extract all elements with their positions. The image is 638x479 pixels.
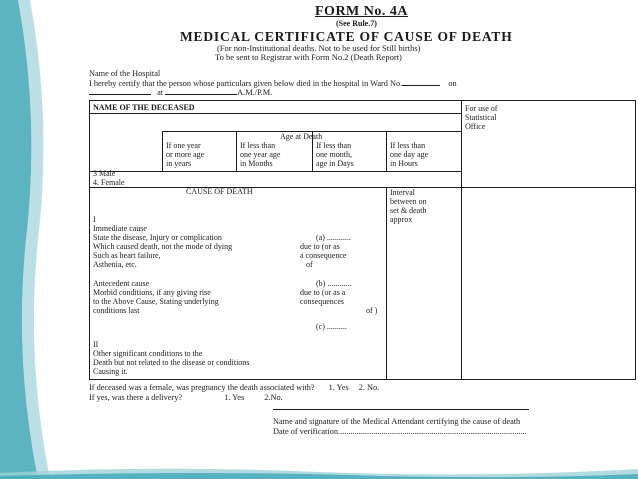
female-no-option: 2. No. (358, 383, 380, 392)
cause-b-l4: of ) (366, 306, 378, 315)
delivery-yes-option: 1. Yes (224, 393, 245, 402)
certify-line (89, 79, 457, 88)
s1-line-1: Immediate cause (93, 224, 147, 233)
age-days-l1: If less than (316, 141, 352, 150)
antecedent-line-1: Antecedent cause (93, 279, 150, 288)
age-at-death-label: Age at Death (280, 132, 323, 141)
cause-b-l2: due to (or as a (300, 288, 346, 297)
stat-office-line-2: Statistical (465, 113, 497, 122)
s1-line-2: State the disease, Injury or complication (93, 233, 222, 242)
s1-line-5: Asthenia, etc. (93, 260, 137, 269)
cause-a-l3: a consequence (300, 251, 347, 260)
s2-line-2: Death but not related to the disease or conditions (93, 358, 250, 367)
signature-label: Name and signature of the Medical Attendant certifying the cause of death (273, 417, 521, 426)
female-question-row (89, 384, 379, 392)
certify-text: I hereby certify that the person whose particulars given below died in the hospital in Ward No. (89, 79, 403, 88)
stat-office-line-1: For use of (465, 104, 498, 113)
at-label: at (157, 88, 164, 97)
cause-a-l1: (a) ............ (316, 233, 351, 242)
date-blank (89, 88, 151, 95)
s1-line-4: Such as heart failure, (93, 251, 161, 260)
signature-line (273, 409, 529, 410)
stat-office-line-3: Office (465, 122, 486, 131)
ampm-label: A.M./P.M. (237, 88, 273, 97)
name-row-divider (90, 113, 461, 114)
antecedent-line-3: to the Above Cause, Stating underlying (93, 297, 219, 306)
delivery-no-option: 2.No. (264, 393, 283, 402)
delivery-question-row (89, 394, 283, 402)
certificate-title: MEDICAL CERTIFICATE OF CAUSE OF DEATH (180, 29, 513, 44)
cause-row-divider (90, 187, 636, 188)
interval-l3: set & death (390, 206, 427, 215)
age-hours-l2: one day age (390, 150, 429, 159)
time-blank (165, 88, 237, 95)
form-number: FORM No. 4A (315, 4, 408, 19)
interval-l4: approx (390, 215, 413, 224)
verification-dots: ........................................................................................... (337, 427, 527, 436)
cause-b-l3: consequences (300, 297, 344, 306)
age-months-l1: If less than (240, 141, 276, 150)
cause-of-death-header: CAUSE OF DEATH (186, 187, 253, 196)
delivery-question: If yes, was there a delivery? (89, 393, 183, 402)
cause-b-l1: (b) ............ (316, 279, 352, 288)
section-2-roman: II (93, 340, 99, 349)
age-hours-l3: in Hours (390, 159, 418, 168)
rule-reference: (See Rule.7) (336, 19, 377, 28)
age-hours-l1: If less than (390, 141, 426, 150)
age-years-l1: If one year (166, 141, 201, 150)
certificate-document (89, 0, 638, 479)
verification-row (273, 428, 527, 436)
stat-office-divider (461, 101, 462, 379)
age-months-l3: in Months (240, 159, 273, 168)
hospital-label: Name of the Hospital (89, 69, 161, 78)
verification-label: Date of verification (273, 427, 338, 436)
s1-line-3: Which caused death, not the mode of dying (93, 242, 233, 251)
section-1-roman: I (93, 215, 96, 224)
ward-no-blank (402, 79, 440, 86)
interval-l1: Interval (390, 188, 415, 197)
age-days-l3: age in Days (316, 159, 354, 168)
sex-male-option: 3 Male (93, 169, 116, 178)
age-years-l2: or more age (166, 150, 205, 159)
on-label: on (448, 79, 457, 88)
age-years-l3: in years (166, 159, 192, 168)
cause-a-l4: of (306, 260, 313, 269)
antecedent-line-2: Morbid conditions, if any giving rise (93, 288, 211, 297)
time-line (89, 88, 272, 97)
decorative-left-ribbon (0, 0, 62, 479)
age-col4-line (386, 131, 387, 171)
subtitle-registrar: To be sent to Registrar with Form No.2 (Death Report) (215, 52, 402, 62)
age-col1-line (162, 131, 163, 171)
antecedent-line-4: conditions last (93, 306, 140, 315)
sex-female-option: 4. Female (93, 178, 125, 187)
age-days-l2: one month, (316, 150, 352, 159)
interval-divider (386, 187, 387, 379)
female-question: If deceased was a female, was pregnancy the death associated with? (89, 383, 315, 392)
sex-row-divider (90, 171, 461, 172)
certificate-table (89, 100, 636, 380)
cause-a-l2: due to (or as (300, 242, 340, 251)
age-col2-line (236, 131, 237, 171)
name-of-deceased-header: NAME OF THE DECEASED (93, 103, 195, 112)
s2-line-3: Causing it. (93, 367, 128, 376)
interval-l2: between on (390, 197, 427, 206)
s2-line-1: Other significant conditions to the (93, 349, 203, 358)
age-months-l2: one year age (240, 150, 281, 159)
cause-c: (c) .......... (316, 322, 347, 331)
female-yes-option: 1. Yes (328, 383, 349, 392)
subtitle-non-institutional: (For non-Institutional deaths. Not to be used for Still births) (217, 43, 421, 53)
